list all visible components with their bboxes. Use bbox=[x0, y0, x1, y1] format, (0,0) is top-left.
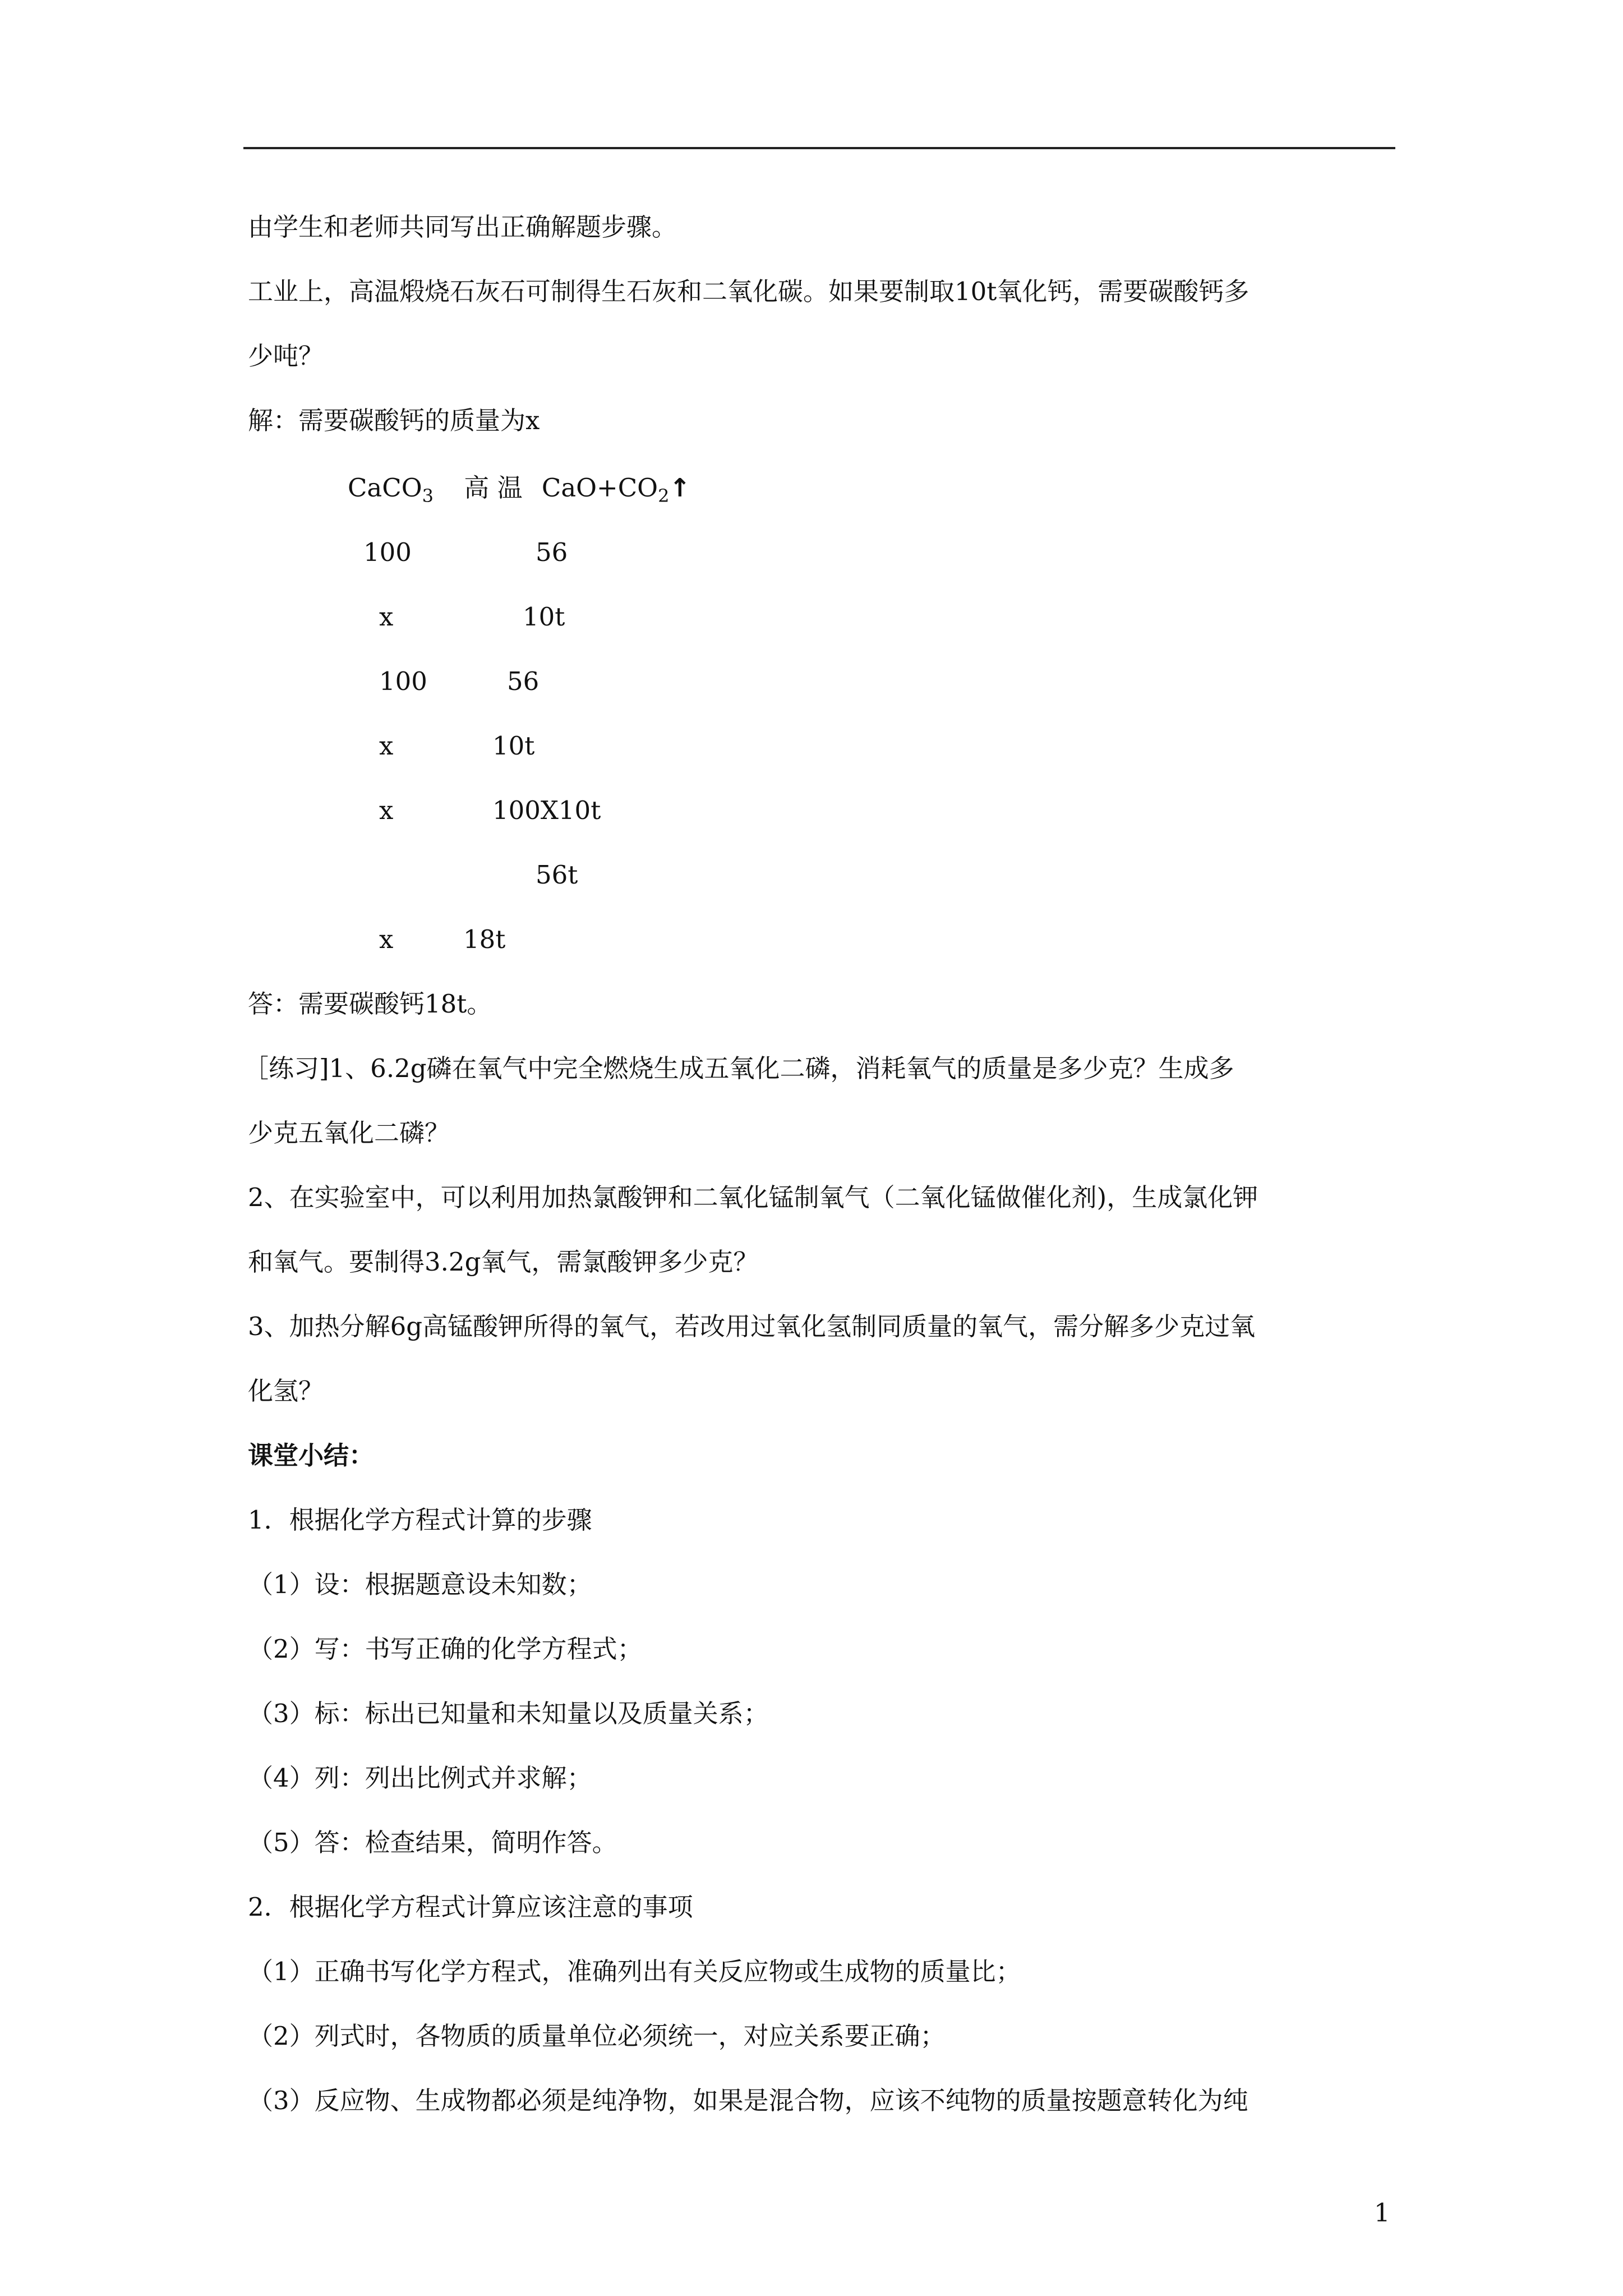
example-answer: 答：需要碳酸钙18t。 bbox=[248, 989, 492, 1019]
example-problem-line2: 少吨？ bbox=[248, 341, 324, 371]
solve-row-denominator: 56t bbox=[536, 860, 578, 890]
intro-text: 由学生和老师共同写出正确解题步骤。 bbox=[248, 212, 677, 242]
practice-3-line2: 化氢？ bbox=[248, 1376, 324, 1406]
equation-condition: 高 温 bbox=[464, 473, 523, 503]
summary-step-item: （5）答：检查结果，简明作答。 bbox=[248, 1828, 617, 1857]
ratio-bottom-right: 10t bbox=[492, 731, 535, 761]
summary-note-item: （3）反应物、生成物都必须是纯净物，如果是混合物，应该不纯物的质量按题意转化为纯 bbox=[248, 2086, 1248, 2115]
gas-arrow-icon: ↑ bbox=[669, 473, 691, 503]
ratio-bottom-left: x bbox=[379, 731, 394, 761]
chemical-equation bbox=[348, 471, 690, 513]
mass-row-reactant: 100 bbox=[363, 537, 412, 567]
header-rule bbox=[243, 147, 1395, 149]
solve-row-numerator: 100X10t bbox=[492, 795, 601, 825]
summary-step-item: （2）写：书写正确的化学方程式； bbox=[248, 1634, 643, 1664]
equation-product: CaO+CO bbox=[541, 473, 658, 503]
practice-1-line2: 少克五氧化二磷？ bbox=[248, 1118, 450, 1148]
summary-heading: 课堂小结： bbox=[248, 1441, 375, 1470]
practice-2-line2: 和氧气。要制得3.2g氧气，需氯酸钾多少克？ bbox=[248, 1247, 759, 1277]
equation-product-subscript: 2 bbox=[658, 485, 670, 507]
summary-note-item: （1）正确书写化学方程式，准确列出有关反应物或生成物的质量比； bbox=[248, 1957, 1021, 1986]
summary-note-item: （2）列式时，各物质的质量单位必须统一，对应关系要正确； bbox=[248, 2021, 946, 2051]
mass-row-product: 56 bbox=[536, 537, 568, 567]
solution-intro: 解：需要碳酸钙的质量为x bbox=[248, 406, 540, 435]
equation-reactant-subscript: 3 bbox=[422, 485, 434, 507]
result-row-value: 18t bbox=[463, 924, 506, 954]
summary-step-item: （1）设：根据题意设未知数； bbox=[248, 1570, 592, 1599]
practice-3-line1: 3、加热分解6g高锰酸钾所得的氧气，若改用过氧化氢制同质量的氧气，需分解多少克过氧 bbox=[248, 1312, 1256, 1341]
summary-section1-title: 1．根据化学方程式计算的步骤 bbox=[248, 1505, 592, 1535]
solve-row-unknown: x bbox=[379, 795, 394, 825]
ratio-top-left: 100 bbox=[379, 666, 427, 696]
known-row-value: 10t bbox=[523, 602, 565, 632]
summary-step-item: （4）列：列出比例式并求解； bbox=[248, 1763, 592, 1793]
practice-2-line1: 2、在实验室中，可以利用加热氯酸钾和二氧化锰制氧气（二氧化锰做催化剂)，生成氯化钾 bbox=[248, 1182, 1258, 1212]
known-row-unknown: x bbox=[379, 602, 394, 632]
page-number: 1 bbox=[1374, 2198, 1390, 2228]
summary-section2-title: 2．根据化学方程式计算应该注意的事项 bbox=[248, 1892, 693, 1922]
example-problem-line1: 工业上，高温煅烧石灰石可制得生石灰和二氧化碳。如果要制取10t氧化钙，需要碳酸钙多 bbox=[248, 277, 1249, 306]
result-row-unknown: x bbox=[379, 924, 394, 954]
practice-1-line1: ［练习]1、6.2g磷在氧气中完全燃烧生成五氧化二磷，消耗氧气的质量是多少克？生成多 bbox=[243, 1053, 1234, 1083]
ratio-top-right: 56 bbox=[507, 666, 540, 696]
summary-step-item: （3）标：标出已知量和未知量以及质量关系； bbox=[248, 1699, 769, 1728]
equation-reactant: CaCO bbox=[348, 473, 422, 503]
